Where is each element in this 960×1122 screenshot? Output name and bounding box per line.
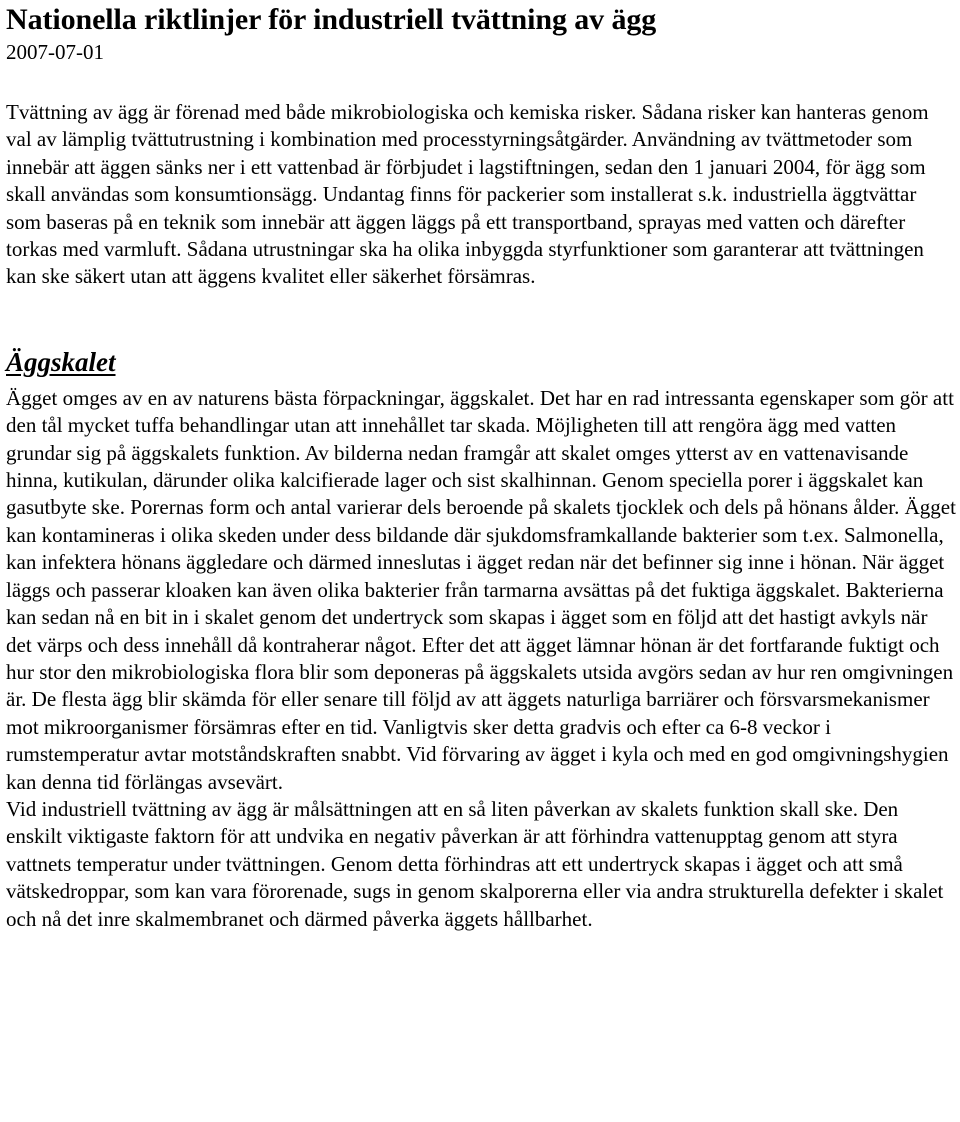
section-paragraph-1: Ägget omges av en av naturens bästa förpackningar, äggskalet. Det har en rad intressanta egenskaper som gör att den tål mycket tuffa behandlingar utan att innehållet tar skada. Möjligheten till att rengöra ägg med vatten grundar sig på äggskalets funktion. Av bilderna nedan framgår att skalet omges ytterst av en vattenavisande hinna, kutikulan, därunder olika kalcifierade lager och sist skalhinnan. Genom speciella porer i äggskalet kan gasutbyte ske. Porernas form och antal varierar dels beroende på skalets tjocklek och dels på hönans ålder. Ägget kan kontamineras i olika skeden under dess bildande där sjukdomsframkallande bakterier som t.ex. Salmonella, kan infektera hönans äggledare och därmed inneslutas i ägget redan när det befinner sig inne i hönan. När ägget läggs och passerar kloaken kan även olika bakterier från tarmarna avsättas på det fuktiga äggskalet. Bakterierna kan sedan nå en bit in i skalet genom det undertryck som skapas i ägget som en följd att det hastigt avkyls när det värps och dess innehåll då kontraherar något. Efter det att ägget lämnar hönan är det fortfarande fuktigt och hur stor den mikrobiologiska flora blir som deponeras på äggskalets utsida avgörs sedan av hur ren omgivningen är. De flesta ägg blir skämda för eller senare till följd av att äggets naturliga barriärer och försvarsmekanismer mot mikroorganismer försämras efter en tid. Vanligtvis sker detta gradvis och efter ca 6-8 veckor i rumstemperatur avtar motståndskraften snabbt. Vid förvaring av ägget i kyla och med en god omgivningshygien kan denna tid förlängas avsevärt. (6, 385, 956, 794)
document-date: 2007-07-01 (6, 40, 104, 64)
section-paragraph-2: Vid industriell tvättning av ägg är målsättningen att en så liten påverkan av skalets funktion skall ske. Den enskilt viktigaste faktorn för att undvika en negativ påverkan är att förhindra vattenupptag genom att styra vattnets temperatur under tvättningen. Genom detta förhindras att ett undertryck skapas i ägget och att små vätskedroppar, som kan vara förorenade, sugs in genom skalporerna eller via andra strukturella defekter i skalet och nå det inre skalmembranet och därmed påverka äggets hållbarhet. (6, 796, 944, 931)
document-title: Nationella riktlinjer för industriell tvättning av ägg (6, 3, 657, 36)
intro-paragraph: Tvättning av ägg är förenad med både mikrobiologiska och kemiska risker. Sådana risker kan hanteras genom val av lämplig tvättutrustning i kombination med processtyrningsåtgärder. Användning av tvättmetoder som innebär att äggen sänks ner i ett vattenbad är förbjudet i lagstiftningen, sedan den 1 januari 2004, för ägg som skall användas som konsumtionsägg. Undantag finns för packerier som installerat s.k. industriella äggtvättar som baseras på en teknik som innebär att äggen läggs på ett transportband, sprayas med vatten och därefter torkas med varmluft. Sådana utrustningar ska ha olika inbyggda styrfunktioner som garanterar att tvättningen kan ske säkert utan att äggens kvalitet eller säkerhet försämras. (6, 100, 929, 289)
document-page (6, 0, 956, 933)
section-heading-aggskalet: Äggskalet (6, 346, 116, 377)
